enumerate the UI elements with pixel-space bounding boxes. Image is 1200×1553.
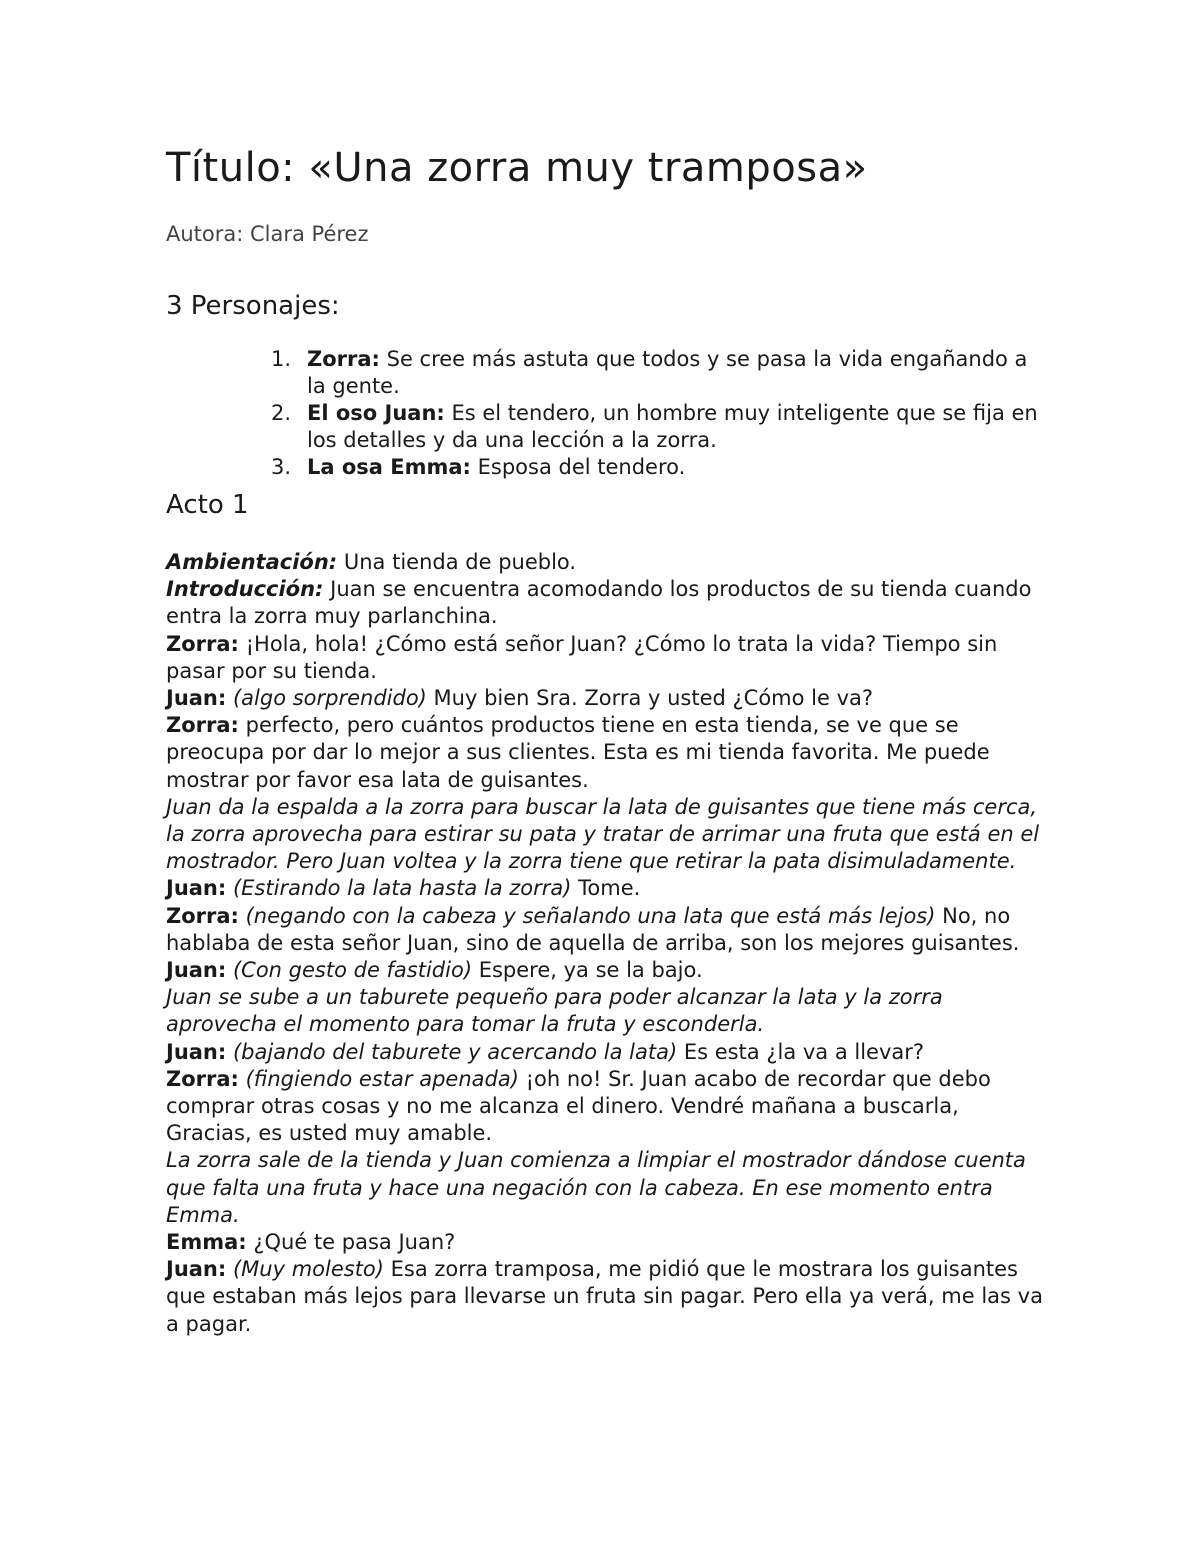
- script-line: [166, 549, 1046, 576]
- dialogue-text: perfecto, pero cuántos productos tiene en esta tienda, se ve que se preocupa por dar lo mejor a sus clientes. Esta es mi tienda favorita. Me puede mostrar por favor esa lata de guisantes.: [166, 713, 990, 792]
- script-line: [166, 1229, 1046, 1256]
- stage-direction: (Estirando la lata hasta la zorra): [226, 876, 572, 901]
- dialogue-text: ¡oh no! Sr. Juan acabo de recordar que debo comprar otras cosas y no me alcanza el dinero. Vendré mañana a buscarla, Gracias, es usted muy amable.: [166, 1066, 991, 1146]
- script-line: [166, 1147, 1046, 1229]
- speaker-label: Juan:: [166, 876, 227, 901]
- script-line: [166, 712, 1046, 794]
- dialogue-text: Una tienda de pueblo.: [337, 550, 577, 574]
- character-item: [271, 400, 1046, 454]
- speaker-label: Zorra:: [166, 713, 239, 738]
- speaker-label: Zorra:: [166, 903, 239, 928]
- dialogue-text: Espere, ya se la bajo.: [472, 958, 703, 983]
- stage-direction: (negando con la cabeza y señalando una lata que está más lejos): [238, 903, 936, 928]
- stage-direction: (bajando del taburete y acercando la lata): [226, 1039, 678, 1064]
- script-line: [166, 1039, 1046, 1066]
- character-item: [271, 346, 1046, 400]
- character-description: Es el tendero, un hombre muy inteligente que se fija en los detalles y da una lección a la zorra.: [307, 401, 1038, 452]
- script-line: [166, 1256, 1046, 1338]
- speaker-label: Juan:: [166, 686, 227, 711]
- speaker-label: Juan:: [166, 1039, 227, 1064]
- dialogue-text: Tome.: [571, 876, 641, 901]
- speaker-label: Zorra:: [166, 1066, 239, 1091]
- script-line: [166, 1066, 1046, 1148]
- script-line: [166, 685, 1046, 712]
- section-label: Ambientación:: [166, 550, 338, 574]
- script-line: [166, 631, 1046, 685]
- characters-heading: 3 Personajes:: [166, 291, 340, 321]
- dialogue-text: Esa zorra tramposa, me pidió que le mostrara los guisantes que estaban más lejos para llevarse un fruta sin pagar. Pero ella ya verá, me las va a pagar.: [166, 1257, 1043, 1336]
- list-number: 1.: [271, 347, 292, 371]
- speaker-label: Juan:: [166, 1257, 227, 1282]
- dialogue-text: Juan se encuentra acomodando los productos de su tienda cuando entra la zorra muy parlanchina.: [166, 577, 1032, 629]
- script-body: [166, 549, 1046, 1338]
- stage-direction: (algo sorprendido): [226, 686, 427, 711]
- script-line: [166, 794, 1046, 876]
- section-label: Introducción:: [166, 577, 324, 602]
- dialogue-text: Es esta ¿la va a llevar?: [677, 1039, 925, 1064]
- speaker-label: Zorra:: [166, 631, 239, 656]
- stage-direction: (fingiendo estar apenada): [238, 1066, 519, 1091]
- dialogue-text: ¡Hola, hola! ¿Cómo está señor Juan? ¿Cómo lo trata la vida? Tiempo sin pasar por su tienda.: [166, 631, 998, 683]
- dialogue-text: No, no hablaba de esta señor Juan, sino de aquella de arriba, son los mejores guisantes.: [166, 903, 1020, 955]
- script-line: [166, 903, 1046, 957]
- stage-direction: (Muy molesto): [226, 1257, 384, 1282]
- act-heading: Acto 1: [166, 490, 249, 520]
- speaker-label: Emma:: [166, 1230, 247, 1255]
- stage-direction-paragraph: Juan da la espalda a la zorra para buscar la lata de guisantes que tiene más cerca, la zorra aprovecha para estirar su pata y tratar de arrimar una fruta que está en el mostrador. Pero Juan voltea y la zorra tiene que retirar la pata disimuladamente.: [166, 794, 1040, 874]
- character-name: Zorra:: [307, 347, 380, 371]
- character-name: La osa Emma:: [307, 455, 471, 479]
- character-description: Se cree más astuta que todos y se pasa la vida engañando a la gente.: [307, 347, 1028, 398]
- script-line: [166, 957, 1046, 984]
- author-line: Autora: Clara Pérez: [166, 222, 369, 246]
- dialogue-text: ¿Qué te pasa Juan?: [246, 1230, 456, 1255]
- script-line: [166, 875, 1046, 902]
- stage-direction-paragraph: La zorra sale de la tienda y Juan comienza a limpiar el mostrador dándose cuenta que falta una fruta y hace una negación con la cabeza. En ese momento entra Emma.: [166, 1148, 1026, 1227]
- dialogue-text: Muy bien Sra. Zorra y usted ¿Cómo le va?: [426, 686, 874, 711]
- list-number: 2.: [271, 401, 292, 425]
- script-line: [166, 984, 1046, 1038]
- character-name: El oso Juan:: [307, 401, 445, 425]
- document-title: Título: «Una zorra muy tramposa»: [166, 145, 868, 191]
- stage-direction-paragraph: Juan se sube a un taburete pequeño para poder alcanzar la lata y la zorra aprovecha el momento para tomar la fruta y esconderla.: [166, 985, 943, 1037]
- characters-list: [166, 346, 1046, 481]
- stage-direction: (Con gesto de fastidio): [226, 958, 473, 983]
- speaker-label: Juan:: [166, 958, 227, 983]
- character-description: Esposa del tendero.: [470, 455, 686, 479]
- document-content: [166, 140, 1046, 1338]
- list-number: 3.: [271, 455, 292, 479]
- script-line: [166, 576, 1046, 630]
- character-item: [271, 454, 1046, 481]
